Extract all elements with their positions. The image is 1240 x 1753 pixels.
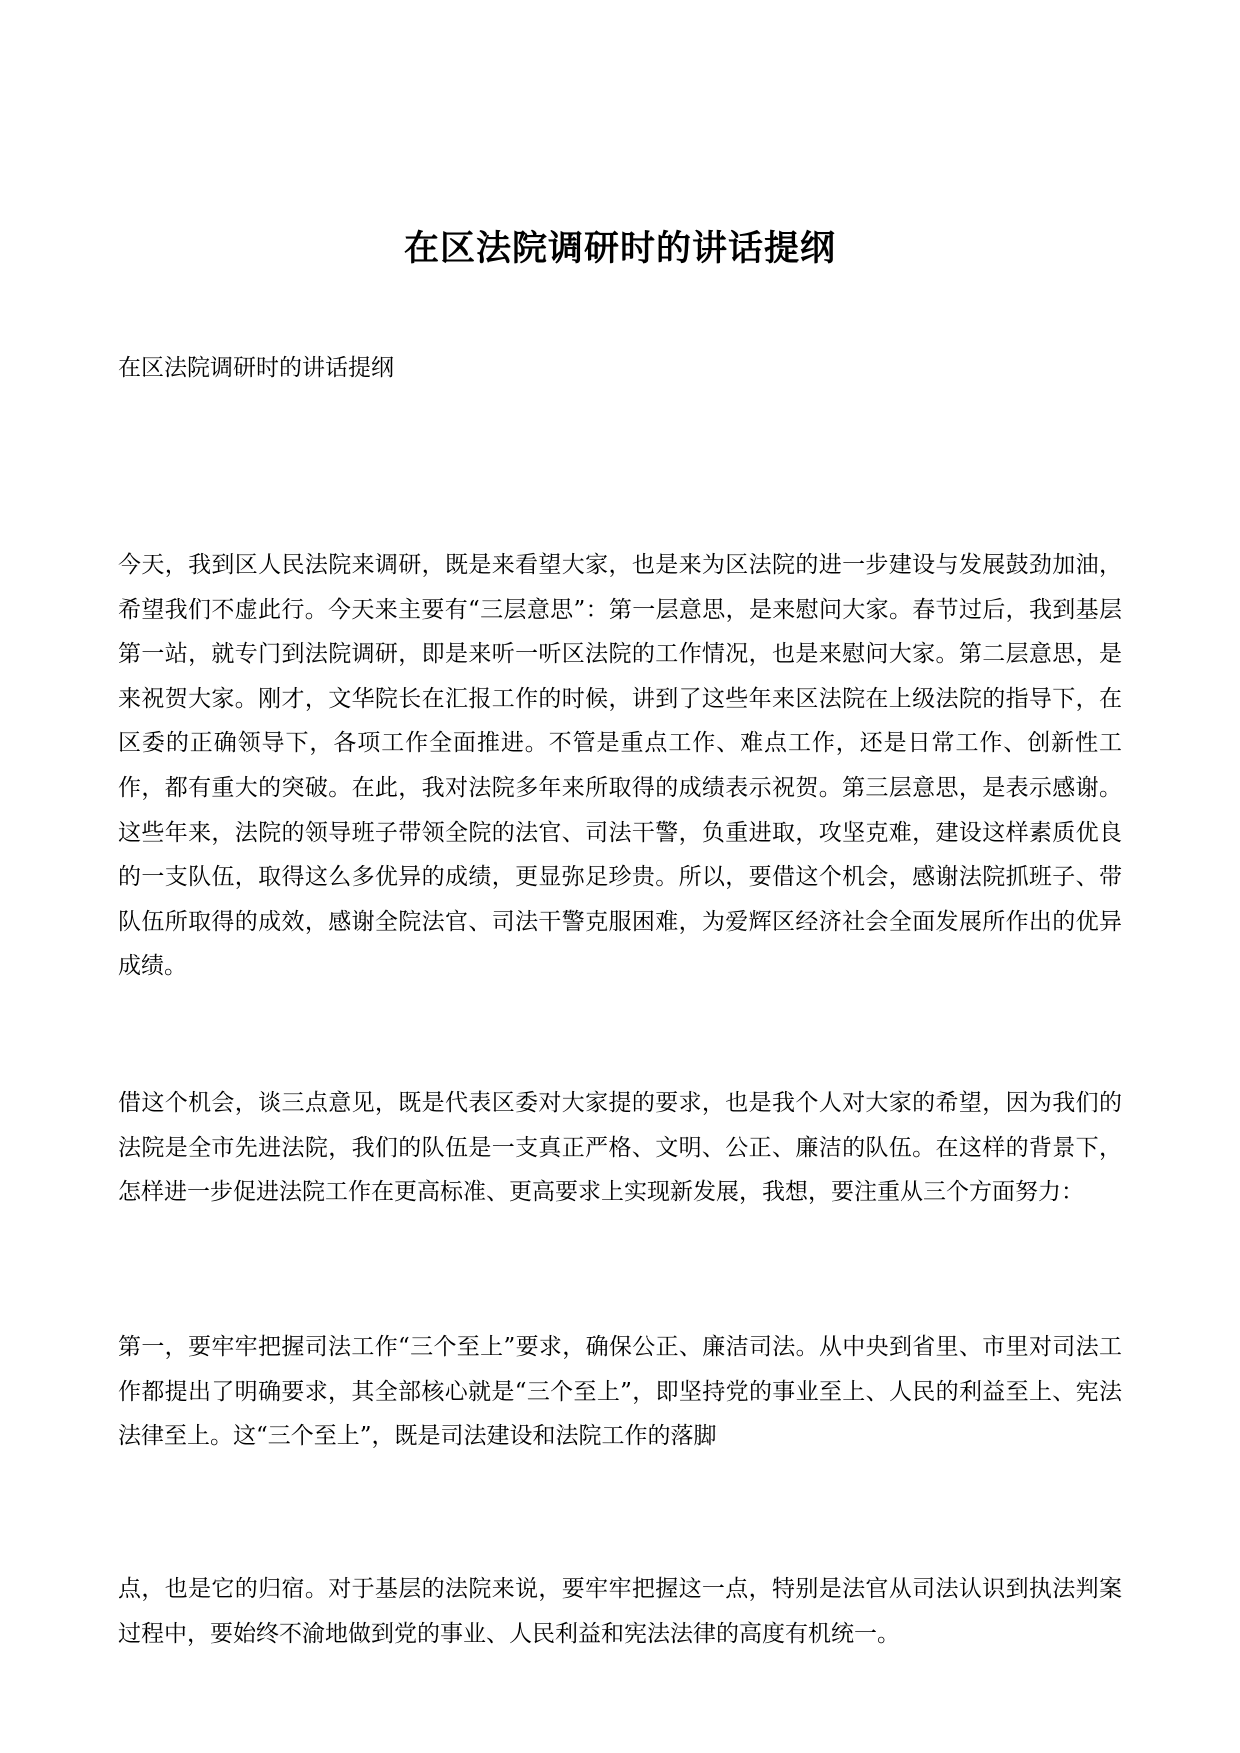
paragraph-1: 今天，我到区人民法院来调研，既是来看望大家，也是来为区法院的进一步建设与发展鼓劲加油，希望我们不虚此行。今天来主要有“三层意思”：第一层意思，是来慰问大家。春节过后，我到基层第一站，就专门到法院调研，即是来听一听区法院的工作情况，也是来慰问大家。第二层意思，是来祝贺大家。刚才，文华院长在汇报工作的时候，讲到了这些年来区法院在上级法院的指导下，在区委的正确领导下，各项工作全面推进。不管是重点工作、难点工作，还是日常工作、创新性工作，都有重大的突破。在此，我对法院多年来所取得的成绩表示祝贺。第三层意思，是表示感谢。这些年来，法院的领导班子带领全院的法官、司法干警，负重进取，攻坚克难，建设这样素质优良的一支队伍，取得这么多优异的成绩，更显弥足珍贵。所以，要借这个机会，感谢法院抓班子、带队伍所取得的成效，感谢全院法官、司法干警克服困难，为爱辉区经济社会全面发展所作出的优异成绩。 [118,552,1122,980]
document-subtitle: 在区法院调研时的讲话提纲 [118,355,394,381]
document-title: 在区法院调研时的讲话提纲 [403,228,836,269]
paragraph-3: 第一，要牢牢把握司法工作“三个至上”要求，确保公正、廉洁司法。从中央到省里、市里对司法工作都提出了明确要求，其全部核心就是“三个至上”，即坚持党的事业至上、人民的利益至上、宪法法律至上。这“三个至上”，既是司法建设和法院工作的落脚 [118,1334,1122,1450]
paragraph-2: 借这个机会，谈三点意见，既是代表区委对大家提的要求，也是我个人对大家的希望，因为我们的法院是全市先进法院，我们的队伍是一支真正严格、文明、公正、廉洁的队伍。在这样的背景下，怎样进一步促进法院工作在更高标准、更高要求上实现新发展，我想，要注重从三个方面努力： [118,1090,1122,1206]
paragraph-4: 点，也是它的归宿。对于基层的法院来说，要牢牢把握这一点，特别是法官从司法认识到执法判案过程中，要始终不渝地做到党的事业、人民利益和宪法法律的高度有机统一。 [118,1576,1122,1647]
